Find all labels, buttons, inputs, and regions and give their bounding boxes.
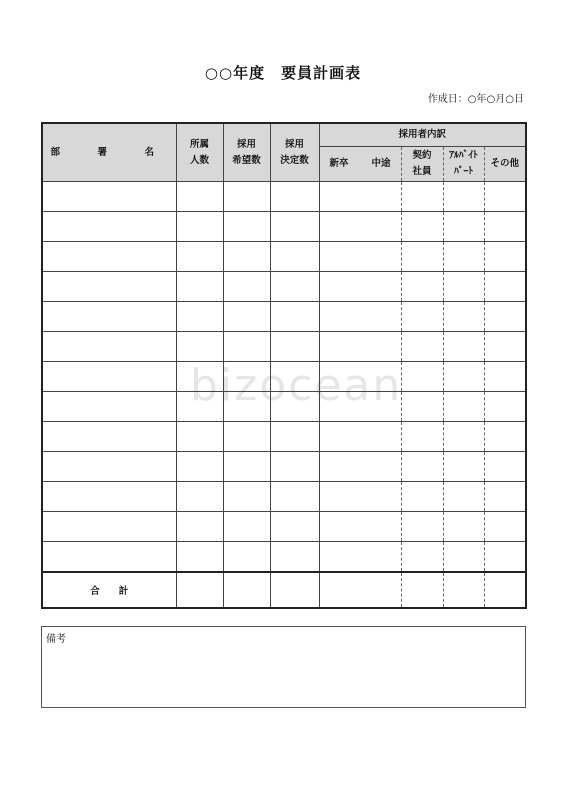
table-row [42,542,526,573]
table-cell[interactable] [443,332,484,362]
table-cell[interactable] [319,542,401,573]
table-cell[interactable] [443,512,484,542]
table-cell[interactable] [484,242,526,272]
table-cell[interactable] [270,242,319,272]
table-cell[interactable] [319,242,401,272]
table-body [42,182,526,609]
table-cell[interactable] [484,482,526,512]
table-cell[interactable] [443,542,484,573]
table-cell[interactable] [484,572,526,608]
table-cell[interactable] [484,362,526,392]
table-cell[interactable] [484,272,526,302]
table-row [42,332,526,362]
table-row [42,392,526,422]
table-cell[interactable] [223,272,270,302]
table-cell[interactable] [42,512,176,542]
table-row [42,482,526,512]
table-cell[interactable] [401,242,443,272]
table-cell[interactable] [176,242,223,272]
table-cell[interactable] [176,302,223,332]
table-cell[interactable] [270,332,319,362]
table-cell[interactable] [319,422,401,452]
table-cell[interactable] [401,572,443,608]
table-cell[interactable] [42,392,176,422]
table-cell[interactable] [443,242,484,272]
table-cell[interactable] [484,512,526,542]
table-cell[interactable] [42,362,176,392]
table-cell[interactable] [484,452,526,482]
table-cell[interactable] [42,272,176,302]
table-cell[interactable] [176,182,223,212]
header-decided-count: 採用 決定数 [270,123,319,182]
table-cell[interactable] [176,542,223,573]
page-title: ○○年度 要員計画表 [204,64,362,82]
table-cell[interactable] [401,362,443,392]
table-cell[interactable] [223,422,270,452]
header-new-mid: 新卒 中途 [319,147,401,182]
table-cell[interactable] [42,242,176,272]
table-cell[interactable] [270,452,319,482]
table-cell[interactable] [401,332,443,362]
header-contract: 契約 社員 [401,147,443,182]
watermark: bizocean [190,360,403,411]
table-row [42,422,526,452]
table-cell[interactable] [443,572,484,608]
table-cell[interactable] [401,542,443,573]
table-cell[interactable] [176,452,223,482]
table-cell[interactable] [401,512,443,542]
table-cell[interactable] [176,362,223,392]
table-cell[interactable] [443,392,484,422]
table-cell[interactable] [319,392,401,422]
table-cell[interactable] [484,302,526,332]
table-cell[interactable] [176,272,223,302]
table-cell[interactable] [270,512,319,542]
table-cell[interactable] [270,212,319,242]
staffing-plan-table [41,122,527,609]
table-cell[interactable] [484,422,526,452]
header-parttime: ｱﾙﾊﾞｲﾄ ﾊﾟｰﾄ [443,147,484,182]
table-cell[interactable] [42,422,176,452]
table-row [42,302,526,332]
table-cell[interactable] [223,452,270,482]
table-cell[interactable] [42,542,176,573]
table-cell[interactable] [443,452,484,482]
table-cell[interactable] [443,212,484,242]
table-cell[interactable] [176,212,223,242]
table-cell[interactable] [223,572,270,608]
table-cell[interactable] [223,212,270,242]
table-cell[interactable] [42,332,176,362]
table-cell[interactable] [270,392,319,422]
table-cell[interactable] [42,212,176,242]
table-row [42,362,526,392]
table-cell[interactable] [223,482,270,512]
table-cell[interactable] [319,362,401,392]
remarks-box[interactable] [41,626,526,708]
header-affiliated-count: 所属 人数 [176,123,223,182]
table-cell[interactable] [484,542,526,573]
table-cell[interactable] [401,302,443,332]
table-cell[interactable] [42,302,176,332]
table-cell[interactable] [319,482,401,512]
table-cell[interactable] [401,452,443,482]
total-row [42,572,526,608]
table-cell[interactable] [319,332,401,362]
creation-date: 作成日：○年○月○日 [427,94,524,105]
table-cell[interactable] [223,182,270,212]
table-cell[interactable] [270,182,319,212]
table-cell[interactable] [484,332,526,362]
table-cell[interactable] [270,302,319,332]
table-cell[interactable] [176,422,223,452]
table-cell[interactable] [484,182,526,212]
table-cell[interactable] [176,512,223,542]
table-cell[interactable] [443,422,484,452]
table-cell[interactable] [484,392,526,422]
table-cell[interactable] [270,272,319,302]
table-cell[interactable] [401,392,443,422]
table-row [42,452,526,482]
table-cell[interactable] [270,362,319,392]
table-cell[interactable] [176,572,223,608]
table-cell[interactable] [443,182,484,212]
table-cell[interactable] [270,572,319,608]
table-cell[interactable] [42,482,176,512]
table-cell[interactable] [401,272,443,302]
table-cell[interactable] [319,452,401,482]
table-cell[interactable] [270,482,319,512]
header-desired-count: 採用 希望数 [223,123,270,182]
table-cell[interactable] [223,542,270,573]
table-cell[interactable] [319,302,401,332]
table-cell[interactable] [401,422,443,452]
table-cell[interactable] [176,482,223,512]
table-cell[interactable] [223,512,270,542]
table-cell[interactable] [42,452,176,482]
table-cell[interactable] [223,242,270,272]
table-cell[interactable] [319,572,401,608]
table-row [42,512,526,542]
table-cell[interactable] [176,392,223,422]
table-cell[interactable] [443,362,484,392]
remarks-label: 備考 [46,634,66,645]
table-cell[interactable] [176,332,223,362]
table-cell[interactable] [319,512,401,542]
table-cell[interactable] [42,182,176,212]
table-cell[interactable] [223,362,270,392]
table-cell[interactable] [223,392,270,422]
table-cell[interactable] [223,302,270,332]
total-label: 合 計 [42,572,176,608]
table-cell[interactable] [319,182,401,212]
table-cell[interactable] [443,272,484,302]
table-cell[interactable] [319,212,401,242]
header-breakdown: 採用者内訳 [319,123,526,147]
table-cell[interactable] [443,482,484,512]
header-department: 部 署 名 [42,123,176,182]
table-cell[interactable] [319,272,401,302]
table-cell[interactable] [401,212,443,242]
table-row [42,182,526,212]
table-cell[interactable] [443,302,484,332]
table-cell[interactable] [484,212,526,242]
table-cell[interactable] [270,422,319,452]
table-row [42,212,526,242]
table-cell[interactable] [401,482,443,512]
table-cell[interactable] [401,182,443,212]
header-other: その他 [484,147,526,182]
table-row [42,242,526,272]
table-row [42,272,526,302]
table-cell[interactable] [223,332,270,362]
table-cell[interactable] [270,542,319,573]
